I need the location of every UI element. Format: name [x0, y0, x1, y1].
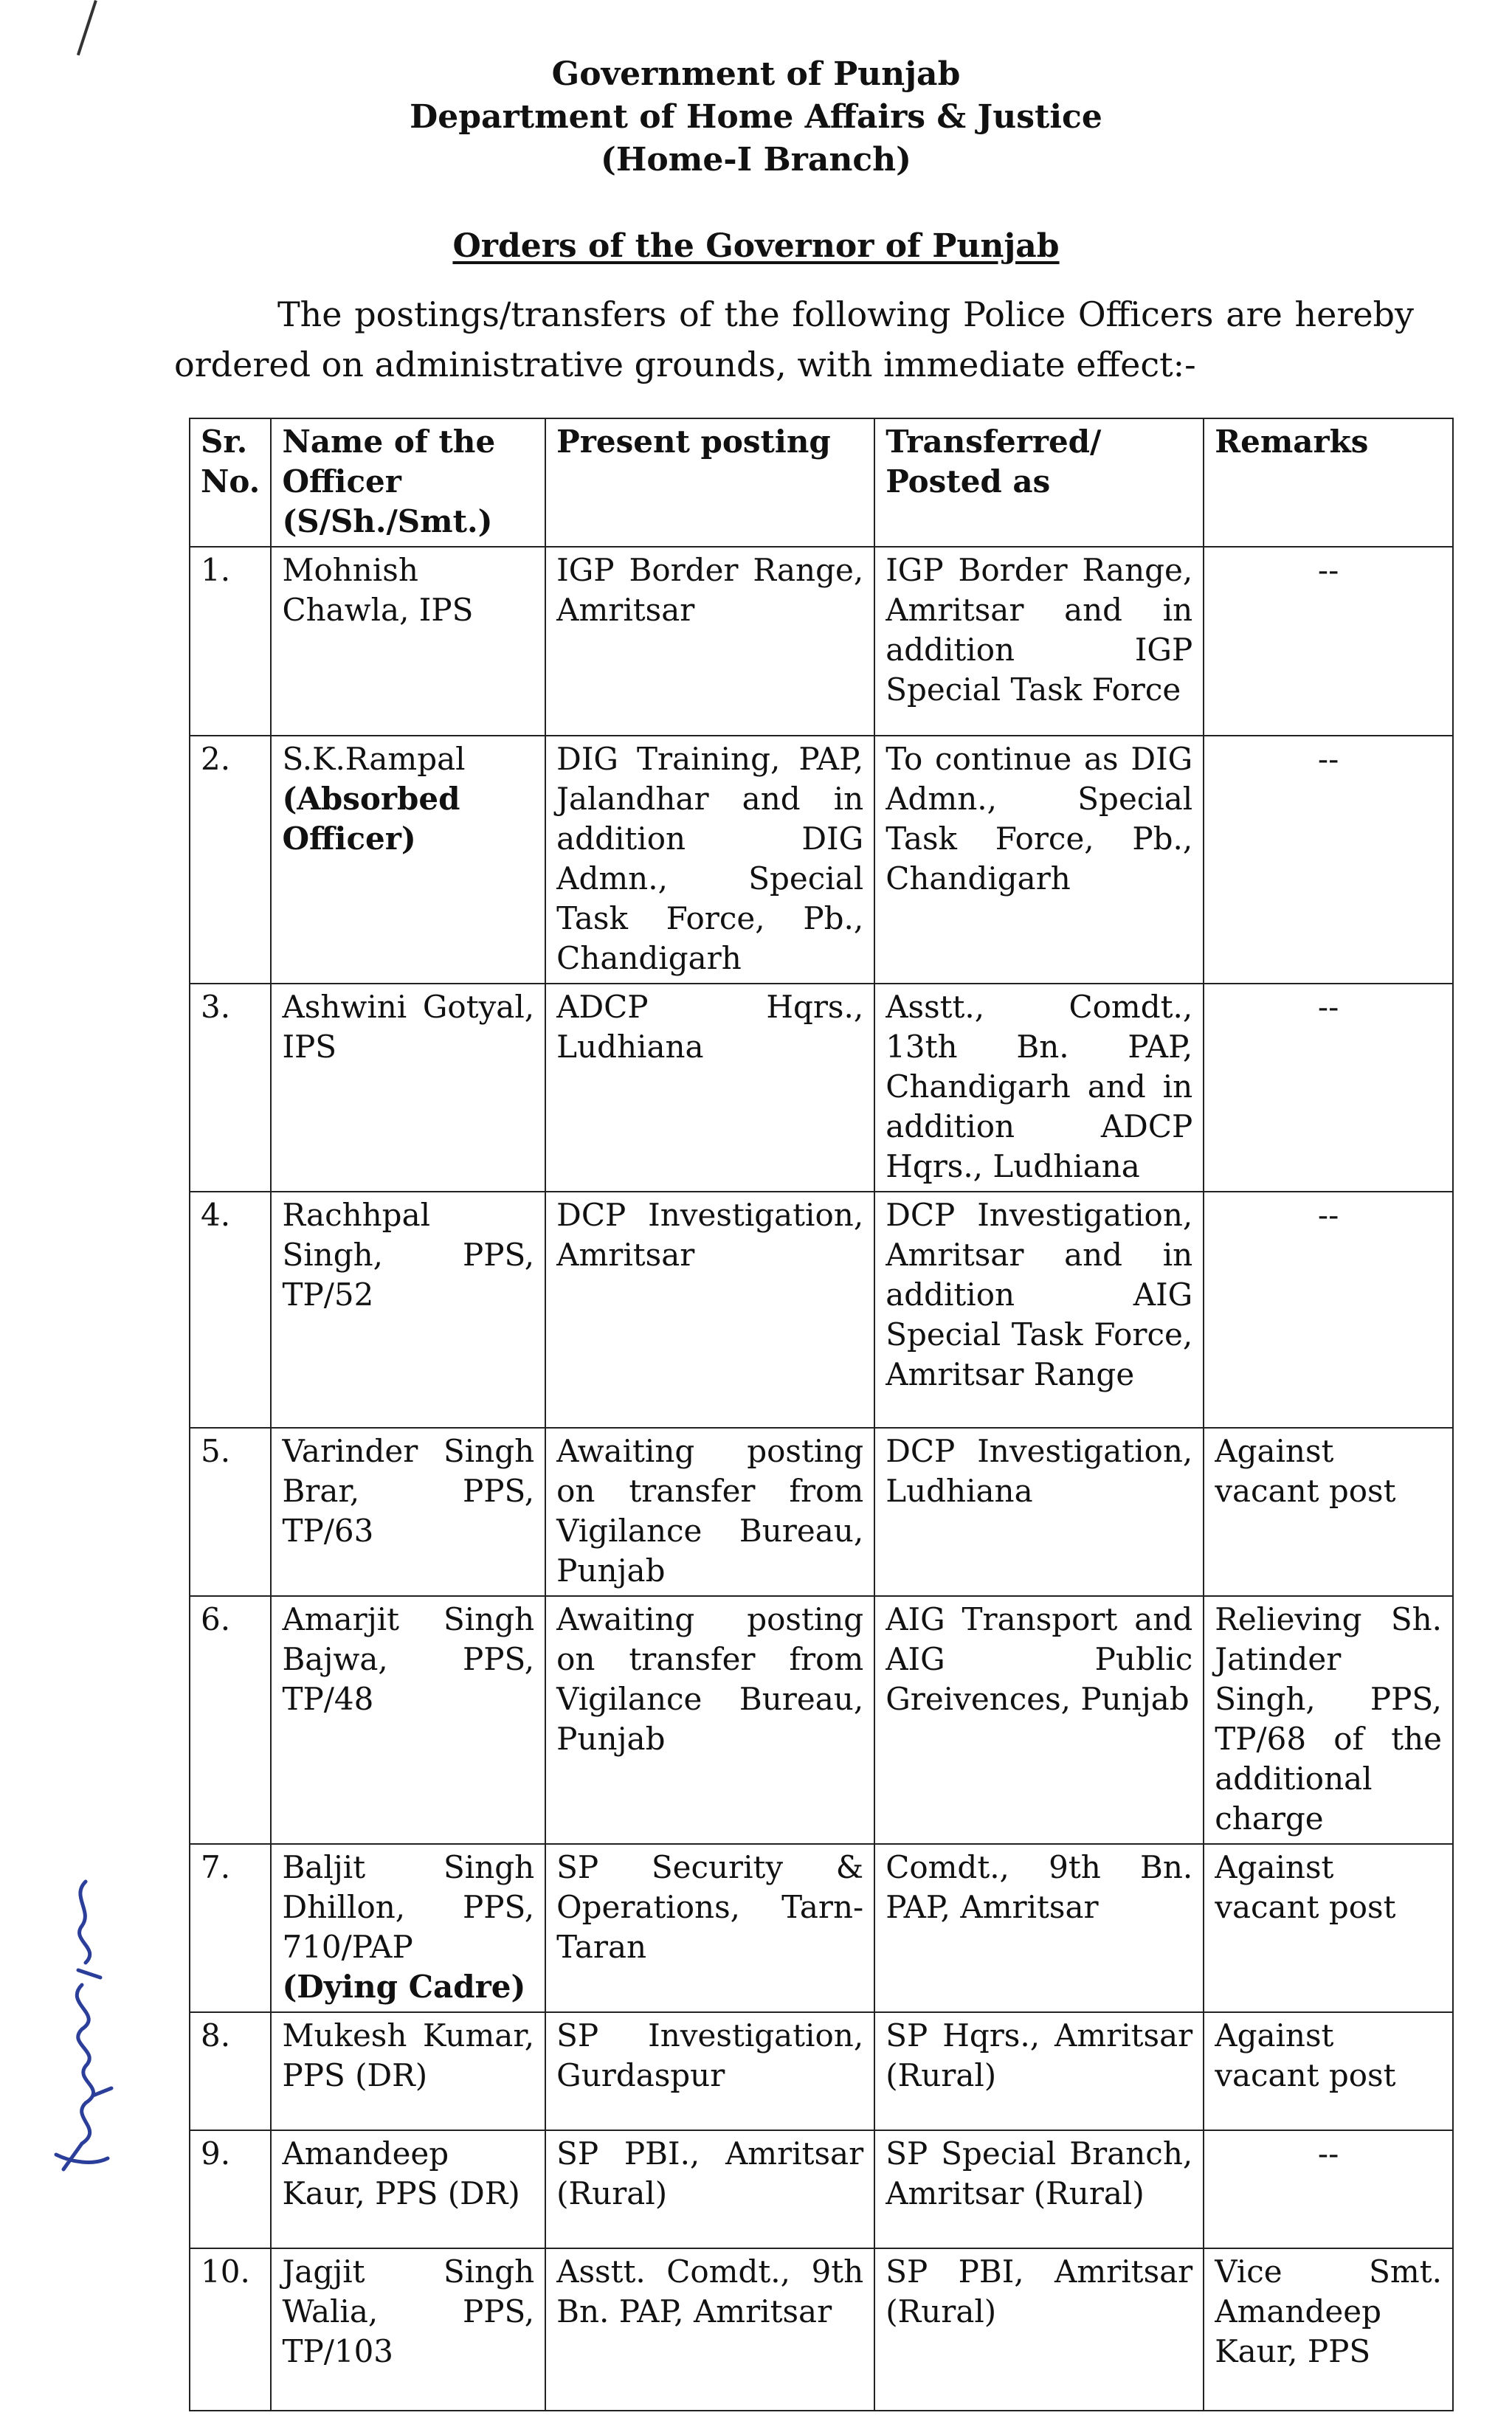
header-branch: (Home-I Branch) — [601, 141, 911, 179]
cell-present-posting: SP PBI., Amritsar (Rural) — [545, 2130, 874, 2248]
table-row — [190, 1596, 1453, 1844]
cell-remarks: -- — [1204, 984, 1453, 1192]
header-department: Department of Home Affairs & Justice — [410, 98, 1102, 136]
table-row — [190, 984, 1453, 1192]
orders-title: Orders of the Governor of Punjab — [452, 227, 1060, 265]
cell-present-posting: Awaiting posting on transfer from Vigilance Bureau, Punjab — [545, 1428, 874, 1596]
header-officer-name: Name of the Officer (S/Sh./Smt.) — [271, 418, 545, 547]
cell-sr-no: 8. — [190, 2012, 271, 2130]
table-header-row — [190, 418, 1453, 547]
cell-remarks: Against vacant post — [1204, 1844, 1453, 2012]
cell-remarks: Relieving Sh. Jatinder Singh, PPS, TP/68 of the additional charge — [1204, 1596, 1453, 1844]
cell-present-posting: DCP Investigation, Amritsar — [545, 1192, 874, 1428]
cell-sr-no: 2. — [190, 736, 271, 984]
cell-present-posting: SP Investigation, Gurdaspur — [545, 2012, 874, 2130]
document-header — [0, 53, 1512, 182]
cell-transferred: SP Hqrs., Amritsar (Rural) — [874, 2012, 1204, 2130]
table-row — [190, 2130, 1453, 2248]
cell-transferred: Comdt., 9th Bn. PAP, Amritsar — [874, 1844, 1204, 2012]
handwritten-signature — [41, 1874, 122, 2192]
table-row — [190, 736, 1453, 984]
cell-remarks: Against vacant post — [1204, 2012, 1453, 2130]
officer-name: Mohnish Chawla, IPS — [282, 552, 474, 628]
cell-present-posting: IGP Border Range, Amritsar — [545, 547, 874, 736]
header-government: Government of Punjab — [551, 55, 961, 93]
table-row — [190, 1192, 1453, 1428]
cell-present-posting: Asstt. Comdt., 9th Bn. PAP, Amritsar — [545, 2248, 874, 2411]
postings-table — [189, 418, 1454, 2411]
cell-officer-name — [271, 1844, 545, 2012]
cell-officer-name — [271, 2012, 545, 2130]
cell-transferred: SP PBI, Amritsar (Rural) — [874, 2248, 1204, 2411]
cell-sr-no: 3. — [190, 984, 271, 1192]
officer-name-note: (Absorbed Officer) — [282, 781, 460, 857]
cell-sr-no: 10. — [190, 2248, 271, 2411]
cell-sr-no: 7. — [190, 1844, 271, 2012]
cell-officer-name — [271, 984, 545, 1192]
table-row — [190, 547, 1453, 736]
cell-transferred: AIG Transport and AIG Public Greivences, Punjab — [874, 1596, 1204, 1844]
cell-officer-name — [271, 1428, 545, 1596]
cell-sr-no: 9. — [190, 2130, 271, 2248]
officer-name: Amarjit Singh Bajwa, PPS, TP/48 — [282, 1601, 535, 1717]
cell-sr-no: 1. — [190, 547, 271, 736]
cell-sr-no: 4. — [190, 1192, 271, 1428]
table-row — [190, 1844, 1453, 2012]
cell-officer-name — [271, 1596, 545, 1844]
cell-officer-name — [271, 2130, 545, 2248]
header-present-posting: Present posting — [545, 418, 874, 547]
cell-sr-no: 6. — [190, 1596, 271, 1844]
cell-present-posting: Awaiting posting on transfer from Vigilance Bureau, Punjab — [545, 1596, 874, 1844]
table-row — [190, 1428, 1453, 1596]
cell-transferred: Asstt., Comdt., 13th Bn. PAP, Chandigarh and in addition ADCP Hqrs., Ludhiana — [874, 984, 1204, 1192]
cell-remarks: Vice Smt. Amandeep Kaur, PPS — [1204, 2248, 1453, 2411]
table-row — [190, 2012, 1453, 2130]
margin-slash-mark — [77, 0, 97, 55]
officer-name: Varinder Singh Brar, PPS, TP/63 — [282, 1433, 535, 1549]
table-body — [190, 547, 1453, 2411]
officer-name: Mukesh Kumar, PPS (DR) — [282, 2017, 535, 2093]
cell-transferred: SP Special Branch, Amritsar (Rural) — [874, 2130, 1204, 2248]
cell-officer-name — [271, 1192, 545, 1428]
cell-remarks: -- — [1204, 547, 1453, 736]
cell-remarks: -- — [1204, 2130, 1453, 2248]
table-row — [190, 2248, 1453, 2411]
header-remarks: Remarks — [1204, 418, 1453, 547]
cell-transferred: IGP Border Range, Amritsar and in addition IGP Special Task Force — [874, 547, 1204, 736]
cell-present-posting: ADCP Hqrs., Ludhiana — [545, 984, 874, 1192]
officer-name-note: (Dying Cadre) — [282, 1969, 526, 2005]
cell-present-posting: DIG Training, PAP, Jalandhar and in addition DIG Admn., Special Task Force, Pb., Chandigarh — [545, 736, 874, 984]
officer-name: Rachhpal Singh, PPS, TP/52 — [282, 1197, 535, 1313]
officer-name: Baljit Singh Dhillon, PPS, 710/PAP — [282, 1849, 535, 1965]
officer-name: Ashwini Gotyal, IPS — [282, 989, 535, 1065]
header-sr-no: Sr. No. — [190, 418, 271, 547]
header-transferred: Transferred/ Posted as — [874, 418, 1204, 547]
intro-paragraph: The postings/transfers of the following Police Officers are hereby ordered on administrative grounds, with immediate effect:- — [174, 294, 1414, 384]
cell-officer-name — [271, 736, 545, 984]
cell-remarks: Against vacant post — [1204, 1428, 1453, 1596]
cell-present-posting: SP Security & Operations, Tarn-Taran — [545, 1844, 874, 2012]
cell-transferred: DCP Investigation, Ludhiana — [874, 1428, 1204, 1596]
cell-remarks: -- — [1204, 1192, 1453, 1428]
cell-transferred: To continue as DIG Admn., Special Task Force, Pb., Chandigarh — [874, 736, 1204, 984]
cell-remarks: -- — [1204, 736, 1453, 984]
officer-name: Jagjit Singh Walia, PPS, TP/103 — [282, 2253, 535, 2369]
officer-name: Amandeep Kaur, PPS (DR) — [282, 2135, 520, 2211]
cell-transferred: DCP Investigation, Amritsar and in addition AIG Special Task Force, Amritsar Range — [874, 1192, 1204, 1428]
cell-sr-no: 5. — [190, 1428, 271, 1596]
officer-name: S.K.Rampal — [282, 741, 466, 777]
cell-officer-name — [271, 2248, 545, 2411]
cell-officer-name — [271, 547, 545, 736]
